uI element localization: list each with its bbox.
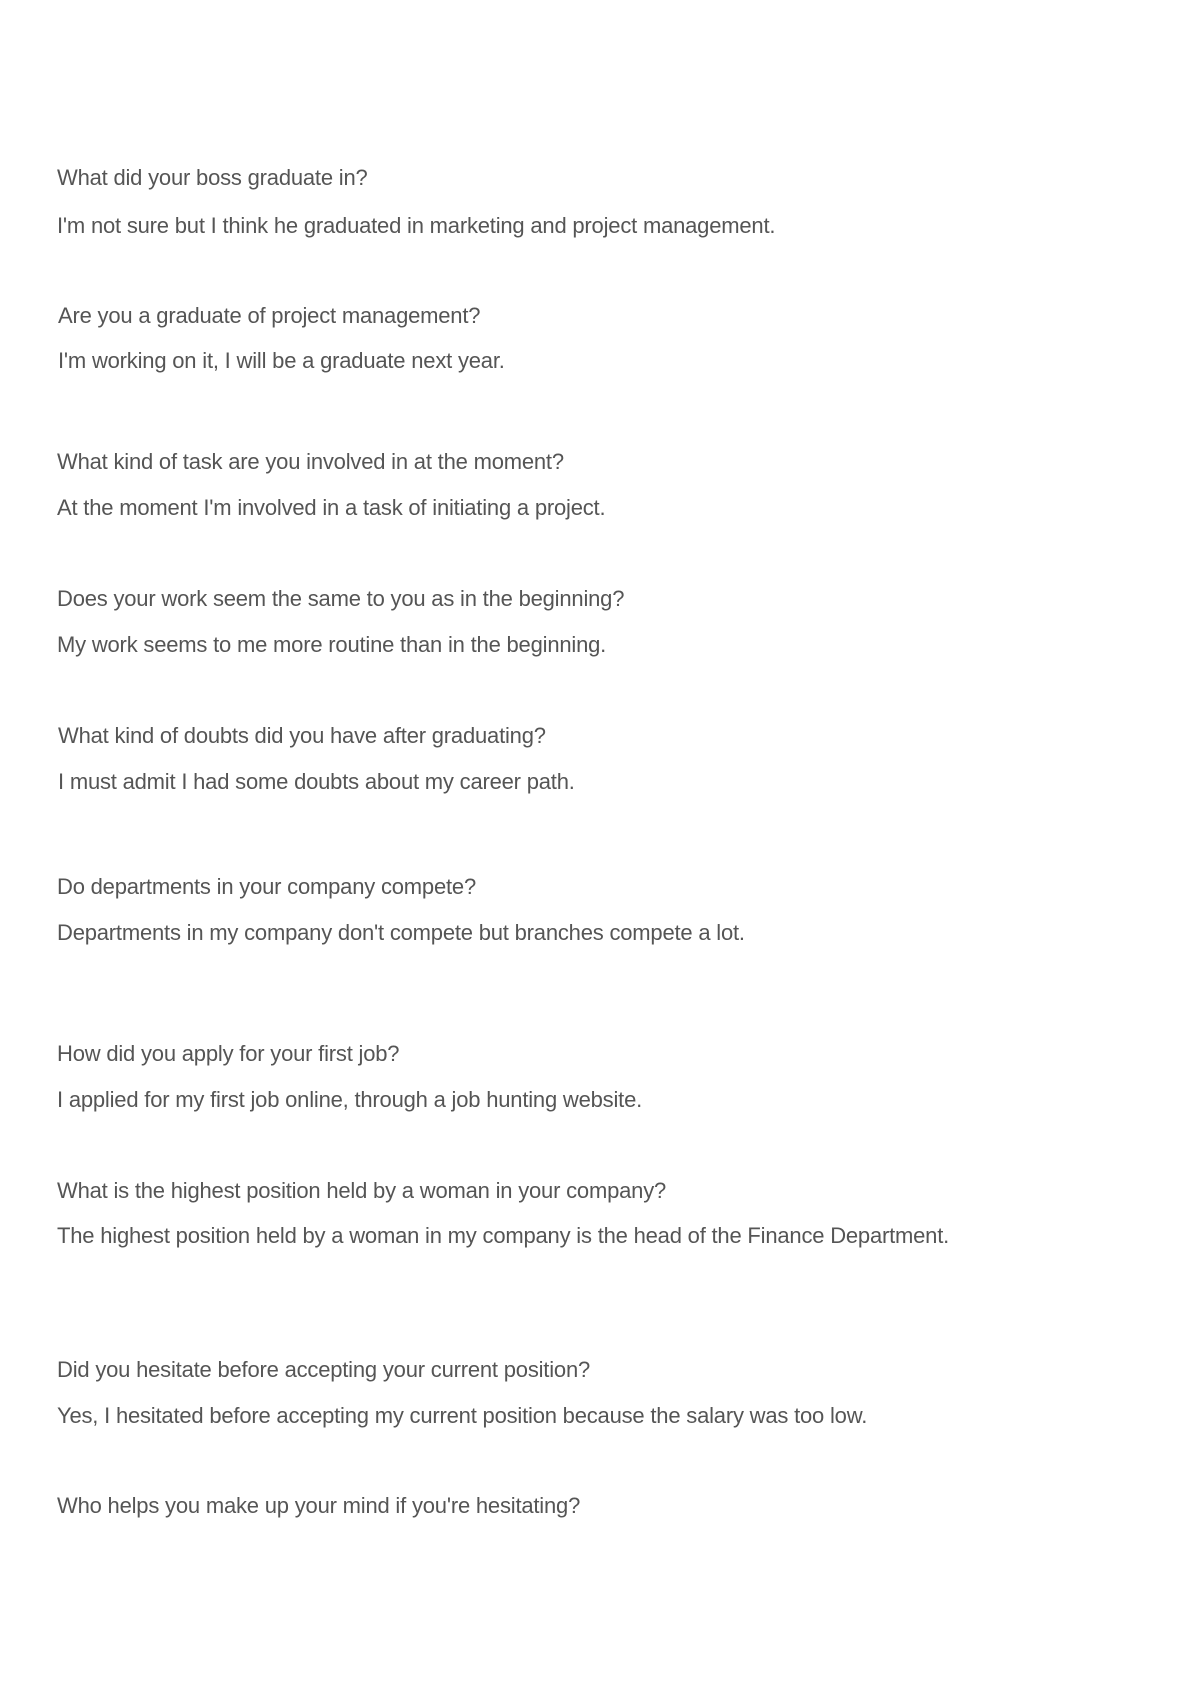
question-1: What did your boss graduate in? <box>57 165 368 190</box>
answer-3: At the moment I'm involved in a task of initiating a project. <box>57 495 606 520</box>
answer-4: My work seems to me more routine than in the beginning. <box>57 632 607 657</box>
question-8: What is the highest position held by a woman in your company? <box>57 1178 667 1203</box>
answer-7: I applied for my first job online, through a job hunting website. <box>57 1087 643 1112</box>
answer-8: The highest position held by a woman in my company is the head of the Finance Department. <box>57 1223 950 1248</box>
answer-1: I'm not sure but I think he graduated in marketing and project management. <box>57 213 776 238</box>
question-7: How did you apply for your first job? <box>57 1041 400 1066</box>
answer-9: Yes, I hesitated before accepting my current position because the salary was too low. <box>57 1403 868 1428</box>
question-4: Does your work seem the same to you as in the beginning? <box>57 586 625 611</box>
question-9: Did you hesitate before accepting your current position? <box>57 1357 591 1382</box>
answer-5: I must admit I had some doubts about my career path. <box>58 769 575 794</box>
answer-6: Departments in my company don't compete but branches compete a lot. <box>57 920 745 945</box>
question-2: Are you a graduate of project management? <box>58 303 481 328</box>
question-5: What kind of doubts did you have after graduating? <box>58 723 546 748</box>
question-6: Do departments in your company compete? <box>57 874 476 899</box>
question-3: What kind of task are you involved in at the moment? <box>57 449 564 474</box>
question-10: Who helps you make up your mind if you're hesitating? <box>57 1493 581 1518</box>
answer-2: I'm working on it, I will be a graduate next year. <box>58 348 505 373</box>
